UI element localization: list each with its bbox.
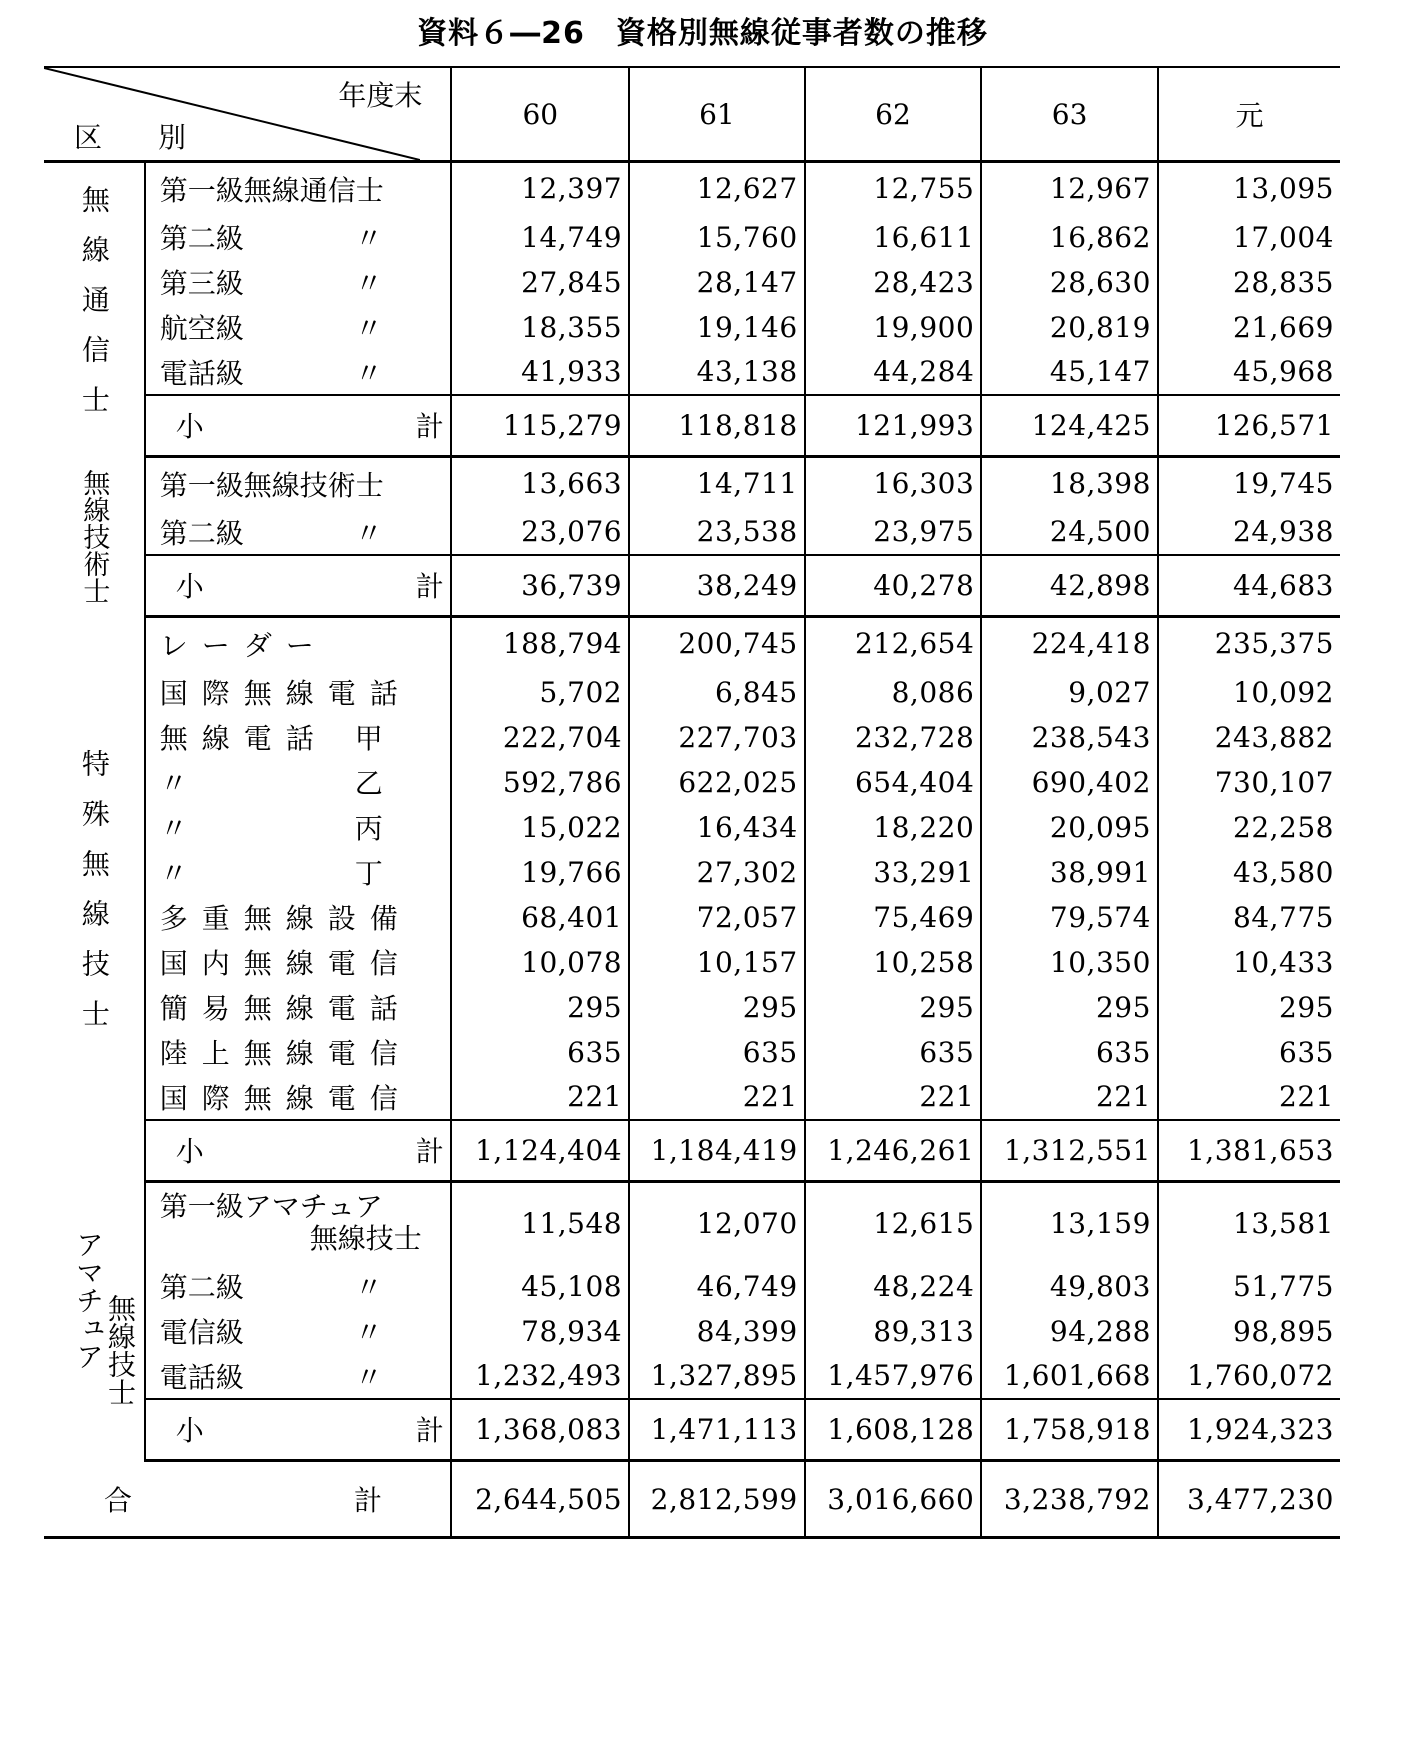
value-cell: 10,350 bbox=[981, 940, 1158, 985]
row-label-main: 小 bbox=[175, 410, 204, 444]
value-cell: 45,968 bbox=[1158, 350, 1340, 395]
row-label-suffix: 〃 bbox=[354, 222, 383, 255]
table-row bbox=[44, 510, 1340, 555]
row-label bbox=[145, 162, 452, 215]
value-cell: 635 bbox=[1158, 1030, 1340, 1075]
value-cell: 1,232,493 bbox=[451, 1354, 629, 1399]
row-label bbox=[145, 555, 452, 617]
value-cell: 41,933 bbox=[451, 350, 629, 395]
row-label-suffix: 乙 bbox=[354, 767, 383, 800]
value-cell: 295 bbox=[981, 985, 1158, 1030]
year-header: 60 bbox=[451, 67, 629, 162]
value-cell: 188,794 bbox=[451, 617, 629, 670]
row-label-main: 小 bbox=[175, 570, 204, 604]
row-label bbox=[145, 760, 452, 805]
group-label: 無線技術士 bbox=[44, 457, 145, 617]
value-cell: 238,543 bbox=[981, 715, 1158, 760]
value-cell: 3,477,230 bbox=[1158, 1461, 1340, 1538]
row-label-suffix: 計 bbox=[415, 410, 444, 444]
value-cell: 19,766 bbox=[451, 850, 629, 895]
value-cell: 45,108 bbox=[451, 1264, 629, 1309]
total-label-main: 合 bbox=[104, 1484, 133, 1517]
row-label bbox=[145, 1182, 452, 1264]
value-cell: 12,070 bbox=[629, 1182, 805, 1264]
value-cell: 13,581 bbox=[1158, 1182, 1340, 1264]
corner-category-label: 区 別 bbox=[74, 121, 201, 154]
value-cell: 84,775 bbox=[1158, 895, 1340, 940]
value-cell: 16,303 bbox=[805, 457, 982, 510]
value-cell: 690,402 bbox=[981, 760, 1158, 805]
row-label-main: 国際無線電話 bbox=[159, 677, 412, 710]
row-label-suffix: 〃 bbox=[354, 267, 383, 300]
row-label-main: 国際無線電信 bbox=[159, 1081, 412, 1115]
value-cell: 126,571 bbox=[1158, 395, 1340, 457]
subtotal-row bbox=[44, 1399, 1340, 1461]
row-label bbox=[145, 215, 452, 260]
row-label bbox=[145, 1075, 452, 1120]
value-cell: 221 bbox=[1158, 1075, 1340, 1120]
value-cell: 15,022 bbox=[451, 805, 629, 850]
value-cell: 635 bbox=[981, 1030, 1158, 1075]
value-cell: 10,258 bbox=[805, 940, 982, 985]
value-cell: 24,500 bbox=[981, 510, 1158, 555]
value-cell: 221 bbox=[981, 1075, 1158, 1120]
value-cell: 18,398 bbox=[981, 457, 1158, 510]
group-label: 無線通信士 bbox=[44, 162, 145, 457]
value-cell: 19,146 bbox=[629, 305, 805, 350]
value-cell: 17,004 bbox=[1158, 215, 1340, 260]
value-cell: 1,471,113 bbox=[629, 1399, 805, 1461]
row-label-suffix: 丙 bbox=[354, 812, 383, 845]
row-label bbox=[145, 260, 452, 305]
value-cell: 98,895 bbox=[1158, 1309, 1340, 1354]
value-cell: 295 bbox=[451, 985, 629, 1030]
row-label bbox=[145, 805, 452, 850]
row-label-main: 〃 bbox=[159, 812, 188, 845]
row-label bbox=[145, 457, 452, 510]
value-cell: 18,220 bbox=[805, 805, 982, 850]
value-cell: 1,368,083 bbox=[451, 1399, 629, 1461]
value-cell: 12,967 bbox=[981, 162, 1158, 215]
value-cell: 12,397 bbox=[451, 162, 629, 215]
value-cell: 654,404 bbox=[805, 760, 982, 805]
table-row bbox=[44, 850, 1340, 895]
group-label-amateur bbox=[44, 1182, 145, 1461]
value-cell: 24,938 bbox=[1158, 510, 1340, 555]
value-cell: 622,025 bbox=[629, 760, 805, 805]
year-header: 元 bbox=[1158, 67, 1340, 162]
value-cell: 221 bbox=[629, 1075, 805, 1120]
row-label-main: レーダー bbox=[159, 628, 328, 662]
value-cell: 13,159 bbox=[981, 1182, 1158, 1264]
row-label-main: 国内無線電信 bbox=[159, 947, 412, 980]
row-label-main: 簡易無線電話 bbox=[159, 992, 412, 1025]
total-label-suffix: 計 bbox=[354, 1484, 383, 1517]
value-cell: 13,663 bbox=[451, 457, 629, 510]
table-row bbox=[44, 895, 1340, 940]
value-cell: 10,433 bbox=[1158, 940, 1340, 985]
subtotal-row bbox=[44, 1120, 1340, 1182]
value-cell: 1,312,551 bbox=[981, 1120, 1158, 1182]
value-cell: 38,249 bbox=[629, 555, 805, 617]
value-cell: 18,355 bbox=[451, 305, 629, 350]
value-cell: 33,291 bbox=[805, 850, 982, 895]
row-label-suffix: 〃 bbox=[354, 356, 383, 390]
table-row bbox=[44, 715, 1340, 760]
value-cell: 43,580 bbox=[1158, 850, 1340, 895]
value-cell: 124,425 bbox=[981, 395, 1158, 457]
row-label-main: 〃 bbox=[159, 767, 188, 800]
value-cell: 227,703 bbox=[629, 715, 805, 760]
value-cell: 94,288 bbox=[981, 1309, 1158, 1354]
value-cell: 1,760,072 bbox=[1158, 1354, 1340, 1399]
value-cell: 68,401 bbox=[451, 895, 629, 940]
row-label bbox=[145, 850, 452, 895]
row-label-main: 第一級無線技術士 bbox=[159, 468, 384, 502]
value-cell: 79,574 bbox=[981, 895, 1158, 940]
value-cell: 16,611 bbox=[805, 215, 982, 260]
subtotal-row bbox=[44, 395, 1340, 457]
year-header: 62 bbox=[805, 67, 982, 162]
value-cell: 16,434 bbox=[629, 805, 805, 850]
value-cell: 89,313 bbox=[805, 1309, 982, 1354]
table-row bbox=[44, 805, 1340, 850]
row-label-suffix: 計 bbox=[415, 570, 444, 604]
row-label bbox=[145, 1354, 452, 1399]
value-cell: 115,279 bbox=[451, 395, 629, 457]
row-label-suffix: 計 bbox=[415, 1135, 444, 1169]
table-row bbox=[44, 617, 1340, 670]
table-row bbox=[44, 1182, 1340, 1264]
value-cell: 235,375 bbox=[1158, 617, 1340, 670]
total-label bbox=[44, 1461, 451, 1538]
value-cell: 10,157 bbox=[629, 940, 805, 985]
value-cell: 16,862 bbox=[981, 215, 1158, 260]
row-label bbox=[145, 617, 452, 670]
value-cell: 15,760 bbox=[629, 215, 805, 260]
row-label bbox=[145, 305, 452, 350]
value-cell: 1,327,895 bbox=[629, 1354, 805, 1399]
value-cell: 45,147 bbox=[981, 350, 1158, 395]
group-label-part: 無線技士 bbox=[104, 1293, 137, 1406]
row-label-suffix: 甲 bbox=[354, 722, 397, 755]
row-label-suffix: 計 bbox=[415, 1414, 444, 1448]
table-row bbox=[44, 457, 1340, 510]
value-cell: 84,399 bbox=[629, 1309, 805, 1354]
value-cell: 121,993 bbox=[805, 395, 982, 457]
row-label bbox=[145, 350, 452, 395]
value-cell: 27,845 bbox=[451, 260, 629, 305]
value-cell: 3,016,660 bbox=[805, 1461, 982, 1538]
value-cell: 1,608,128 bbox=[805, 1399, 982, 1461]
value-cell: 232,728 bbox=[805, 715, 982, 760]
value-cell: 635 bbox=[629, 1030, 805, 1075]
row-label bbox=[145, 940, 452, 985]
value-cell: 2,812,599 bbox=[629, 1461, 805, 1538]
value-cell: 10,092 bbox=[1158, 670, 1340, 715]
value-cell: 27,302 bbox=[629, 850, 805, 895]
row-label-main: 航空級 bbox=[159, 312, 244, 345]
value-cell: 20,819 bbox=[981, 305, 1158, 350]
value-cell: 1,124,404 bbox=[451, 1120, 629, 1182]
row-label-suffix: 〃 bbox=[354, 1271, 383, 1304]
table-row bbox=[44, 350, 1340, 395]
value-cell: 212,654 bbox=[805, 617, 982, 670]
row-label bbox=[145, 395, 452, 457]
row-label bbox=[145, 1309, 452, 1354]
row-label-main: 第一級アマチュア bbox=[159, 1190, 383, 1224]
value-cell: 295 bbox=[1158, 985, 1340, 1030]
value-cell: 12,755 bbox=[805, 162, 982, 215]
value-cell: 51,775 bbox=[1158, 1264, 1340, 1309]
value-cell: 1,457,976 bbox=[805, 1354, 982, 1399]
value-cell: 2,644,505 bbox=[451, 1461, 629, 1538]
value-cell: 28,835 bbox=[1158, 260, 1340, 305]
value-cell: 36,739 bbox=[451, 555, 629, 617]
value-cell: 295 bbox=[629, 985, 805, 1030]
value-cell: 46,749 bbox=[629, 1264, 805, 1309]
value-cell: 20,095 bbox=[981, 805, 1158, 850]
table-row bbox=[44, 1030, 1340, 1075]
value-cell: 224,418 bbox=[981, 617, 1158, 670]
row-label-main: 電信級 bbox=[159, 1316, 244, 1349]
value-cell: 1,601,668 bbox=[981, 1354, 1158, 1399]
value-cell: 3,238,792 bbox=[981, 1461, 1158, 1538]
row-label bbox=[145, 1264, 452, 1309]
row-label-main: 電話級 bbox=[159, 356, 244, 390]
value-cell: 221 bbox=[451, 1075, 629, 1120]
value-cell: 1,758,918 bbox=[981, 1399, 1158, 1461]
value-cell: 10,078 bbox=[451, 940, 629, 985]
value-cell: 28,630 bbox=[981, 260, 1158, 305]
table-row bbox=[44, 1075, 1340, 1120]
value-cell: 1,246,261 bbox=[805, 1120, 982, 1182]
table-row bbox=[44, 760, 1340, 805]
value-cell: 635 bbox=[451, 1030, 629, 1075]
table-row bbox=[44, 670, 1340, 715]
group-label: 特殊無線技士 bbox=[44, 617, 145, 1182]
row-label bbox=[145, 895, 452, 940]
row-label-main: 陸上無線電信 bbox=[159, 1037, 412, 1070]
row-label-suffix: 無線技士 bbox=[309, 1222, 422, 1256]
table-row bbox=[44, 260, 1340, 305]
row-label bbox=[145, 510, 452, 555]
value-cell: 49,803 bbox=[981, 1264, 1158, 1309]
row-label-main: 〃 bbox=[159, 857, 188, 890]
row-label-suffix: 〃 bbox=[354, 1360, 383, 1394]
value-cell: 221 bbox=[805, 1075, 982, 1120]
row-label bbox=[145, 985, 452, 1030]
value-cell: 8,086 bbox=[805, 670, 982, 715]
value-cell: 22,258 bbox=[1158, 805, 1340, 850]
value-cell: 28,147 bbox=[629, 260, 805, 305]
row-label-main: 小 bbox=[175, 1414, 204, 1448]
value-cell: 295 bbox=[805, 985, 982, 1030]
value-cell: 38,991 bbox=[981, 850, 1158, 895]
header-corner bbox=[44, 67, 451, 162]
value-cell: 48,224 bbox=[805, 1264, 982, 1309]
value-cell: 730,107 bbox=[1158, 760, 1340, 805]
table-row bbox=[44, 1354, 1340, 1399]
value-cell: 72,057 bbox=[629, 895, 805, 940]
row-label-suffix: 〃 bbox=[354, 312, 383, 345]
value-cell: 42,898 bbox=[981, 555, 1158, 617]
value-cell: 592,786 bbox=[451, 760, 629, 805]
row-label-main: 無線電話 bbox=[159, 722, 328, 755]
value-cell: 222,704 bbox=[451, 715, 629, 760]
value-cell: 28,423 bbox=[805, 260, 982, 305]
corner-year-label: 年度末 bbox=[338, 79, 423, 112]
row-label-suffix: 〃 bbox=[354, 516, 383, 550]
value-cell: 44,284 bbox=[805, 350, 982, 395]
header-row bbox=[44, 67, 1340, 162]
value-cell: 44,683 bbox=[1158, 555, 1340, 617]
value-cell: 12,627 bbox=[629, 162, 805, 215]
value-cell: 19,745 bbox=[1158, 457, 1340, 510]
value-cell: 23,076 bbox=[451, 510, 629, 555]
value-cell: 118,818 bbox=[629, 395, 805, 457]
value-cell: 1,184,419 bbox=[629, 1120, 805, 1182]
data-table bbox=[44, 66, 1340, 1539]
row-label bbox=[145, 715, 452, 760]
table-row bbox=[44, 162, 1340, 215]
row-label-suffix: 丁 bbox=[354, 857, 383, 890]
row-label-main: 小 bbox=[175, 1135, 204, 1169]
value-cell: 23,975 bbox=[805, 510, 982, 555]
row-label-main: 第二級 bbox=[159, 222, 244, 255]
value-cell: 40,278 bbox=[805, 555, 982, 617]
value-cell: 1,924,323 bbox=[1158, 1399, 1340, 1461]
value-cell: 11,548 bbox=[451, 1182, 629, 1264]
value-cell: 75,469 bbox=[805, 895, 982, 940]
value-cell: 14,711 bbox=[629, 457, 805, 510]
year-header: 63 bbox=[981, 67, 1158, 162]
row-label bbox=[145, 670, 452, 715]
value-cell: 14,749 bbox=[451, 215, 629, 260]
row-label-suffix: 〃 bbox=[354, 1316, 383, 1349]
row-label-main: 第二級 bbox=[159, 1271, 244, 1304]
table-row bbox=[44, 215, 1340, 260]
year-header: 61 bbox=[629, 67, 805, 162]
value-cell: 200,745 bbox=[629, 617, 805, 670]
row-label-main: 第二級 bbox=[159, 516, 244, 550]
value-cell: 5,702 bbox=[451, 670, 629, 715]
table-row bbox=[44, 1309, 1340, 1354]
value-cell: 243,882 bbox=[1158, 715, 1340, 760]
value-cell: 21,669 bbox=[1158, 305, 1340, 350]
row-label bbox=[145, 1030, 452, 1075]
row-label-main: 第一級無線通信士 bbox=[159, 173, 384, 207]
table-row bbox=[44, 940, 1340, 985]
page-title: 資料６―26 資格別無線従事者数の推移 bbox=[417, 16, 988, 51]
value-cell: 1,381,653 bbox=[1158, 1120, 1340, 1182]
row-label bbox=[145, 1399, 452, 1461]
table-row bbox=[44, 985, 1340, 1030]
value-cell: 23,538 bbox=[629, 510, 805, 555]
row-label-main: 電話級 bbox=[159, 1360, 244, 1394]
row-label bbox=[145, 1120, 452, 1182]
total-row bbox=[44, 1461, 1340, 1538]
table-row bbox=[44, 1264, 1340, 1309]
value-cell: 635 bbox=[805, 1030, 982, 1075]
table-row bbox=[44, 305, 1340, 350]
value-cell: 19,900 bbox=[805, 305, 982, 350]
value-cell: 12,615 bbox=[805, 1182, 982, 1264]
value-cell: 13,095 bbox=[1158, 162, 1340, 215]
group-label-part: アマチュア bbox=[72, 1229, 105, 1370]
row-label-main: 多重無線設備 bbox=[159, 902, 412, 935]
value-cell: 78,934 bbox=[451, 1309, 629, 1354]
value-cell: 43,138 bbox=[629, 350, 805, 395]
value-cell: 9,027 bbox=[981, 670, 1158, 715]
row-label-main: 第三級 bbox=[159, 267, 244, 300]
value-cell: 6,845 bbox=[629, 670, 805, 715]
subtotal-row bbox=[44, 555, 1340, 617]
